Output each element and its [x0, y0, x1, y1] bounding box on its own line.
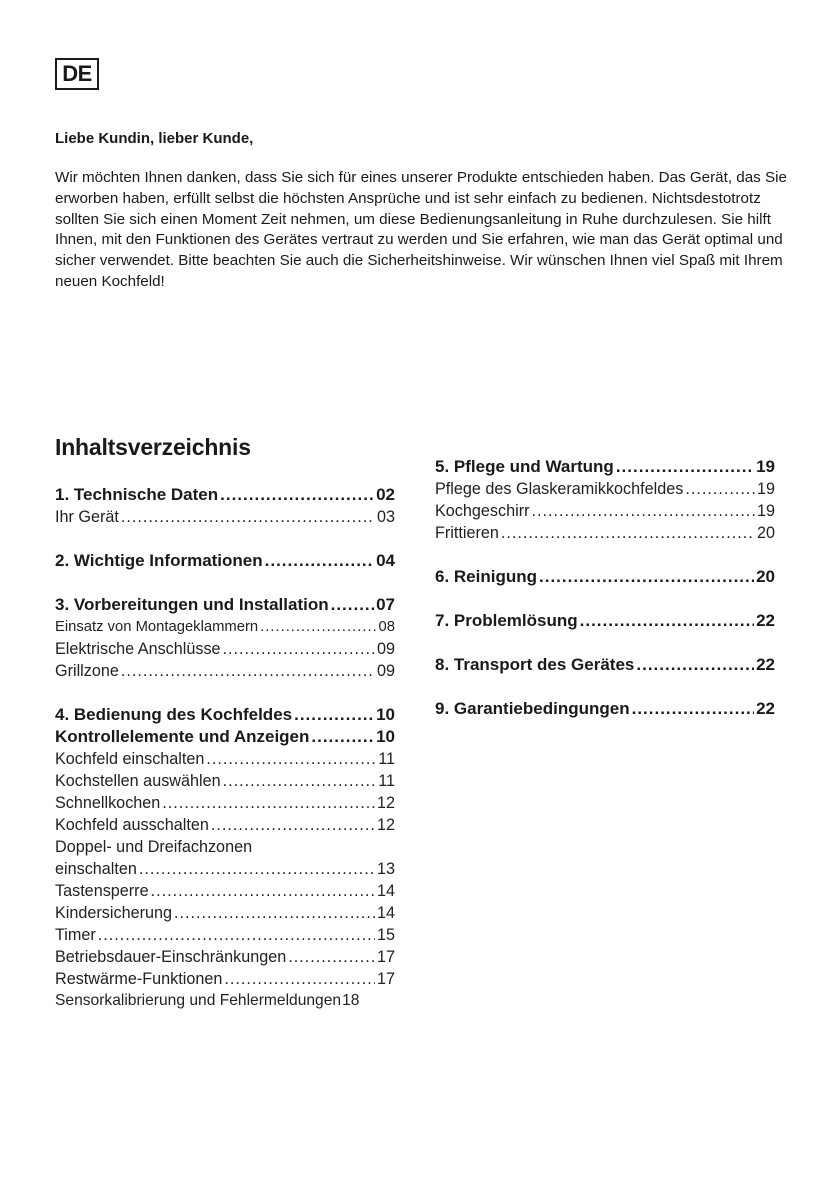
- toc-entry[interactable]: [435, 522, 775, 544]
- toc-entry[interactable]: [55, 550, 395, 572]
- toc-entry-page: 10: [376, 705, 395, 724]
- toc-entry-label: Kochgeschirr: [435, 502, 530, 520]
- toc-entry-label: Tastensperre: [55, 882, 149, 900]
- toc-entry-page: 22: [756, 655, 775, 674]
- toc-entry-label: Kindersicherung: [55, 904, 172, 922]
- toc-entry-label: 1. Technische Daten: [55, 485, 219, 504]
- toc-entry-label: Einsatz von Montageklammern: [55, 619, 259, 635]
- toc-entry-label: 3. Vorbereitungen und Installation: [55, 595, 329, 614]
- toc-entry[interactable]: [55, 506, 395, 528]
- toc-entry-page: 13: [376, 860, 395, 878]
- toc-entry[interactable]: [55, 660, 395, 682]
- toc-entry-label: 6. Reinigung: [435, 567, 537, 586]
- toc-entry-label: Ihr Gerät: [55, 508, 119, 526]
- toc-entry-page: 22: [756, 699, 775, 718]
- toc-entry[interactable]: [435, 456, 775, 478]
- toc-entry[interactable]: [55, 968, 395, 990]
- toc-entry-label: Timer: [55, 926, 96, 944]
- toc-left-column: [55, 484, 395, 1012]
- toc-entry[interactable]: [55, 946, 395, 968]
- toc-entry-label: Pflege des Glaskeramikkochfeldes: [435, 480, 684, 498]
- toc-entry-page: 03: [376, 508, 395, 526]
- toc-entry[interactable]: [55, 638, 395, 660]
- toc-entry-page: 15: [376, 926, 395, 944]
- language-badge: DE: [55, 58, 99, 90]
- toc-entry[interactable]: [55, 484, 395, 506]
- toc-entry[interactable]: [435, 478, 775, 500]
- toc-entry[interactable]: [435, 500, 775, 522]
- toc-entry-page: 22: [756, 611, 775, 630]
- toc-entry-label: 7. Problemlösung: [435, 611, 578, 630]
- toc-entry-label: Kochfeld ausschalten: [55, 816, 209, 834]
- toc-entry-page: 17: [376, 970, 395, 988]
- toc-entry[interactable]: [55, 616, 395, 638]
- toc-entry-label: Grillzone: [55, 662, 119, 680]
- toc-entry-page: 12: [376, 816, 395, 834]
- toc-entry-page: 08: [378, 619, 395, 635]
- toc-entry-label: Doppel- und Dreifachzonen: [55, 838, 253, 856]
- toc-entry-label: Kontrollelemente und Anzeigen: [55, 727, 310, 746]
- toc-entry-page: 17: [376, 948, 395, 966]
- toc-entry-label: einschalten: [55, 860, 137, 878]
- toc-entry[interactable]: [55, 990, 395, 1012]
- toc-entry[interactable]: [55, 858, 395, 880]
- toc-entry-label: 2. Wichtige Informationen: [55, 551, 263, 570]
- toc-entry[interactable]: [55, 792, 395, 814]
- toc-entry-page: 20: [756, 567, 775, 586]
- toc-entry[interactable]: [55, 726, 395, 748]
- toc-entry-label: Kochstellen auswählen: [55, 772, 221, 790]
- toc-entry-label: Betriebsdauer-Einschränkungen: [55, 948, 287, 966]
- toc-entry-label: Elektrische Anschlüsse: [55, 640, 221, 658]
- toc-entry[interactable]: [55, 770, 395, 792]
- toc-entry[interactable]: [435, 566, 775, 588]
- toc-entry-page: 19: [756, 457, 775, 476]
- toc-entry[interactable]: [55, 924, 395, 946]
- toc-entry[interactable]: [435, 654, 775, 676]
- toc-entry-page: 19: [756, 480, 775, 498]
- toc-entry-label: Kochfeld einschalten: [55, 750, 205, 768]
- toc-entry[interactable]: [55, 704, 395, 726]
- toc-entry[interactable]: [55, 880, 395, 902]
- toc-entry-label: Restwärme-Funktionen: [55, 970, 223, 988]
- toc-entry[interactable]: [55, 836, 395, 858]
- toc-right-column: [435, 456, 775, 720]
- toc-entry[interactable]: [55, 748, 395, 770]
- toc-entry-label: 5. Pflege und Wartung: [435, 457, 614, 476]
- toc-entry[interactable]: [55, 814, 395, 836]
- toc-entry-label: 8. Transport des Gerätes: [435, 655, 635, 674]
- toc-entry[interactable]: [55, 902, 395, 924]
- toc-entry-label: 4. Bedienung des Kochfeldes: [55, 705, 293, 724]
- toc-entry[interactable]: [55, 594, 395, 616]
- toc-entry-page: 02: [376, 485, 395, 504]
- toc-entry-page: 09: [376, 640, 395, 658]
- toc-title: Inhaltsverzeichnis: [55, 434, 251, 460]
- toc-entry-label: 9. Garantiebedingungen: [435, 699, 630, 718]
- toc-entry[interactable]: [435, 610, 775, 632]
- toc-entry-page: 10: [376, 727, 395, 746]
- toc-entry-label: Sensorkalibrierung und Fehlermeldungen: [55, 992, 342, 1009]
- toc-entry-label: Frittieren: [435, 524, 499, 542]
- toc-entry-label: Schnellkochen: [55, 794, 161, 812]
- toc-entry-page: 04: [376, 551, 395, 570]
- toc-entry-page: 14: [376, 882, 395, 900]
- toc-entry-page: 11: [378, 750, 395, 768]
- toc-entry-page: 09: [376, 662, 395, 680]
- toc-entry-page: 12: [376, 794, 395, 812]
- toc-entry-page: 20: [756, 524, 775, 542]
- toc-entry-page: 11: [378, 772, 395, 790]
- intro-paragraph: Wir möchten Ihnen danken, dass Sie sich für eines unserer Produkte entschieden haben. Das Gerät, das Sie erworben haben, erfüllt selbst die höchsten Ansprüche und ist sehr einfach zu bedienen. Nichtsdestotrotz sollten Sie sich einen Moment Zeit nehmen, um diese Bedienungsanleitung in Ruhe durchzulesen. Sie hilft Ihnen, mit den Funktionen des Gerätes vertraut zu werden und Sie erfahren, wie man das Gerät optimal und sicher verwendet. Bitte beachten Sie auch die Sicherheitshinweise. Wir wünschen Ihnen viel Spaß mit Ihrem neuen Kochfeld!: [55, 169, 787, 290]
- toc-entry-page: 14: [376, 904, 395, 922]
- toc-entry-page: 07: [376, 595, 395, 614]
- toc-entry-page: 19: [756, 502, 775, 520]
- toc-entry[interactable]: [435, 698, 775, 720]
- toc-entry-page: 18: [342, 992, 360, 1009]
- greeting: Liebe Kundin, lieber Kunde,: [55, 130, 254, 147]
